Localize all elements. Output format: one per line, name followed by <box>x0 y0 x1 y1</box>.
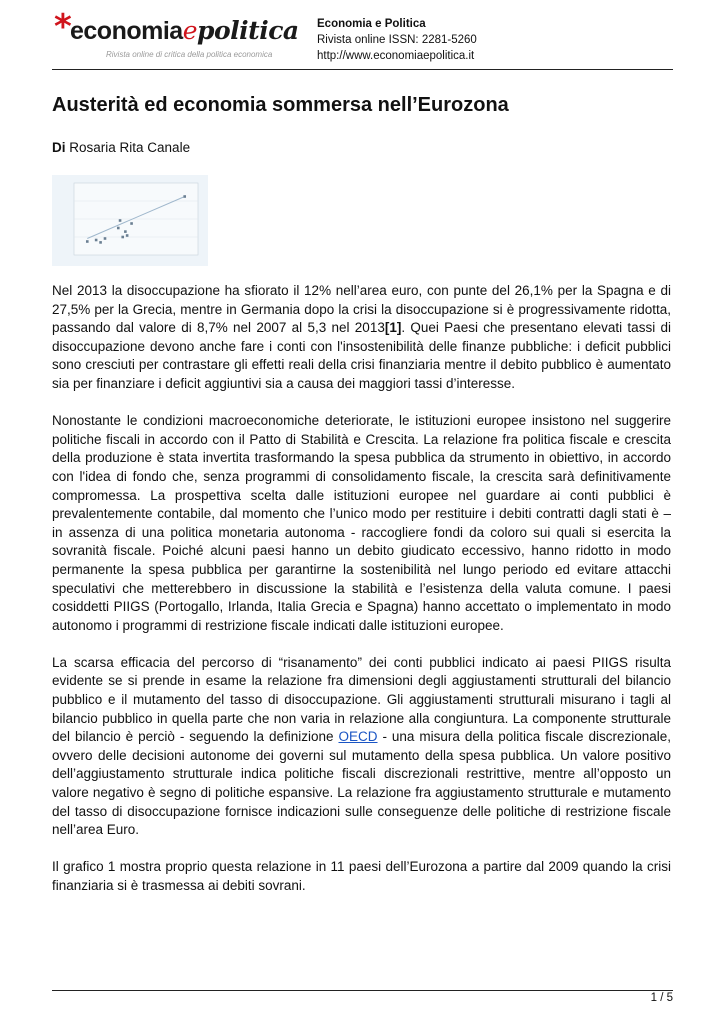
data-point <box>86 240 89 243</box>
data-point <box>121 236 124 239</box>
journal-issn: Rivista online ISSN: 2281-5260 <box>317 34 477 46</box>
paragraph-4: Il grafico 1 mostra proprio questa relazione in 11 paesi dell’Eurozona a partire dal 2009 quando la crisi finanziaria si è trasmessa ai debiti sovrani. <box>52 859 671 893</box>
page-number: 1 / 5 <box>650 992 673 1004</box>
footnote-ref-1[interactable]: [1] <box>384 320 402 336</box>
oecd-link[interactable]: OECD <box>338 729 378 745</box>
data-point <box>95 239 98 242</box>
byline <box>52 140 190 155</box>
data-point <box>124 230 127 233</box>
page-header <box>52 7 673 68</box>
journal-name: Economia e Politica <box>317 18 426 30</box>
paragraph-3: La scarsa efficacia del percorso di “risanamento” dei conti pubblici indicato ai paesi PIIGS risulta evidente se si prende in esame la relazione fra dimensioni degli aggiustamenti strutturali del bilancio pubblico e il mutamento del tasso di disoccupazione. Gli aggiustamenti strutturali misurano i tagli al bilancio pubblico in quella parte che non varia in relazione alla congiuntura. La componente strutturale del bilancio è perciò - seguendo la definizione OECD - una misura della politica fiscale discrezionale, ovvero delle decisioni autonome dei governi sul mutamento della spesa pubblica. Un valore positivo dell’aggiustamento strutturale indica politiche fiscali discrezionali restrittive, mentre all’opposto un valore negativo è segno di politiche espansive. La relazione fra aggiustamento strutturale e mutamento del tasso di disoccupazione fornisce indicazioni sulle conseguenze delle politiche di restrizione fiscale nell’area Euro. <box>52 654 672 838</box>
author-name: Rosaria Rita Canale <box>69 140 191 155</box>
data-point <box>126 234 129 237</box>
header-divider <box>52 69 673 70</box>
data-point <box>99 241 102 244</box>
footer-divider <box>52 990 673 991</box>
site-logo[interactable] <box>52 7 302 66</box>
data-point <box>130 222 133 225</box>
data-point <box>183 195 186 198</box>
masthead-info <box>317 16 477 64</box>
data-point <box>119 219 122 222</box>
journal-url[interactable]: http://www.economiaepolitica.it <box>317 50 475 62</box>
logo-wordmark: economiaepolitica <box>70 16 299 45</box>
scatter-chart <box>52 175 208 266</box>
chart-thumbnail <box>52 175 208 266</box>
article-body <box>52 282 671 914</box>
paragraph-1: Nel 2013 la disoccupazione ha sfiorato il 12% nell’area euro, con punte del 26,1% per la Spagna e di 27,5% per la Grecia, mentre in Germania dopo la crisi la disoccupazione si è progressivamente ridotta, passando dal valore di 8,7% nel 2007 al 5,3 nel 2013[1]. Quei Paesi che presentano elevati tassi di disoccupazione devono anche fare i conti con l'insostenibilità delle finanze pubbliche: i deficit pubblici sono cresciuti per contrastare gli effetti reali della crisi finanziaria mentre il debito pubblico è aumentato sia per finanziare i deficit aggiuntivi sia a causa dei maggiori tassi d’interesse. <box>52 283 671 391</box>
article-title: Austerità ed economia sommersa nell’Eurozona <box>52 94 509 116</box>
paragraph-2: Nonostante le condizioni macroeconomiche deteriorate, le istituzioni europee insistono nel suggerire politiche fiscali in accordo con il Patto di Stabilità e Crescita. La relazione fra politica fiscale e crescita della produzione è stata invertita trasformando la spesa pubblica da strumento in obiettivo, in accordo con l'idea di fondo che, senza programmi di consolidamento fiscale, la crescita sarà definitivamente compromessa. La prospettiva scelta dalle istituzioni europee nel guardare ai conti pubblici è prevalentemente contabile, dal momento che l’unico modo per restituire i debiti contratti dagli stati è – in assenza di una politica monetaria autonoma - raccogliere fondi da coloro sui quali si esercita la sovranità fiscale. Poiché alcuni paesi hanno un debito giudicato eccessivo, hanno ridotto in modo permanente la spesa pubblica per garantirne la sostenibilità nel lungo periodo ed evitare attacchi speculativi che metterebbero in discussione la stabilità e l’esistenza della valuta comune. I paesi cosiddetti PIIGS (Portogallo, Irlanda, Italia Grecia e Spagna) hanno accettato o implementato in modo autonomo i programmi di restrizione fiscale indicati dalle istituzioni europee. <box>52 413 671 633</box>
byline-prefix: Di <box>52 140 66 155</box>
data-point <box>104 237 107 240</box>
logo-tagline: Rivista online di critica della politica economica <box>106 50 273 59</box>
data-point <box>117 227 120 230</box>
logo-star: * <box>54 7 72 47</box>
